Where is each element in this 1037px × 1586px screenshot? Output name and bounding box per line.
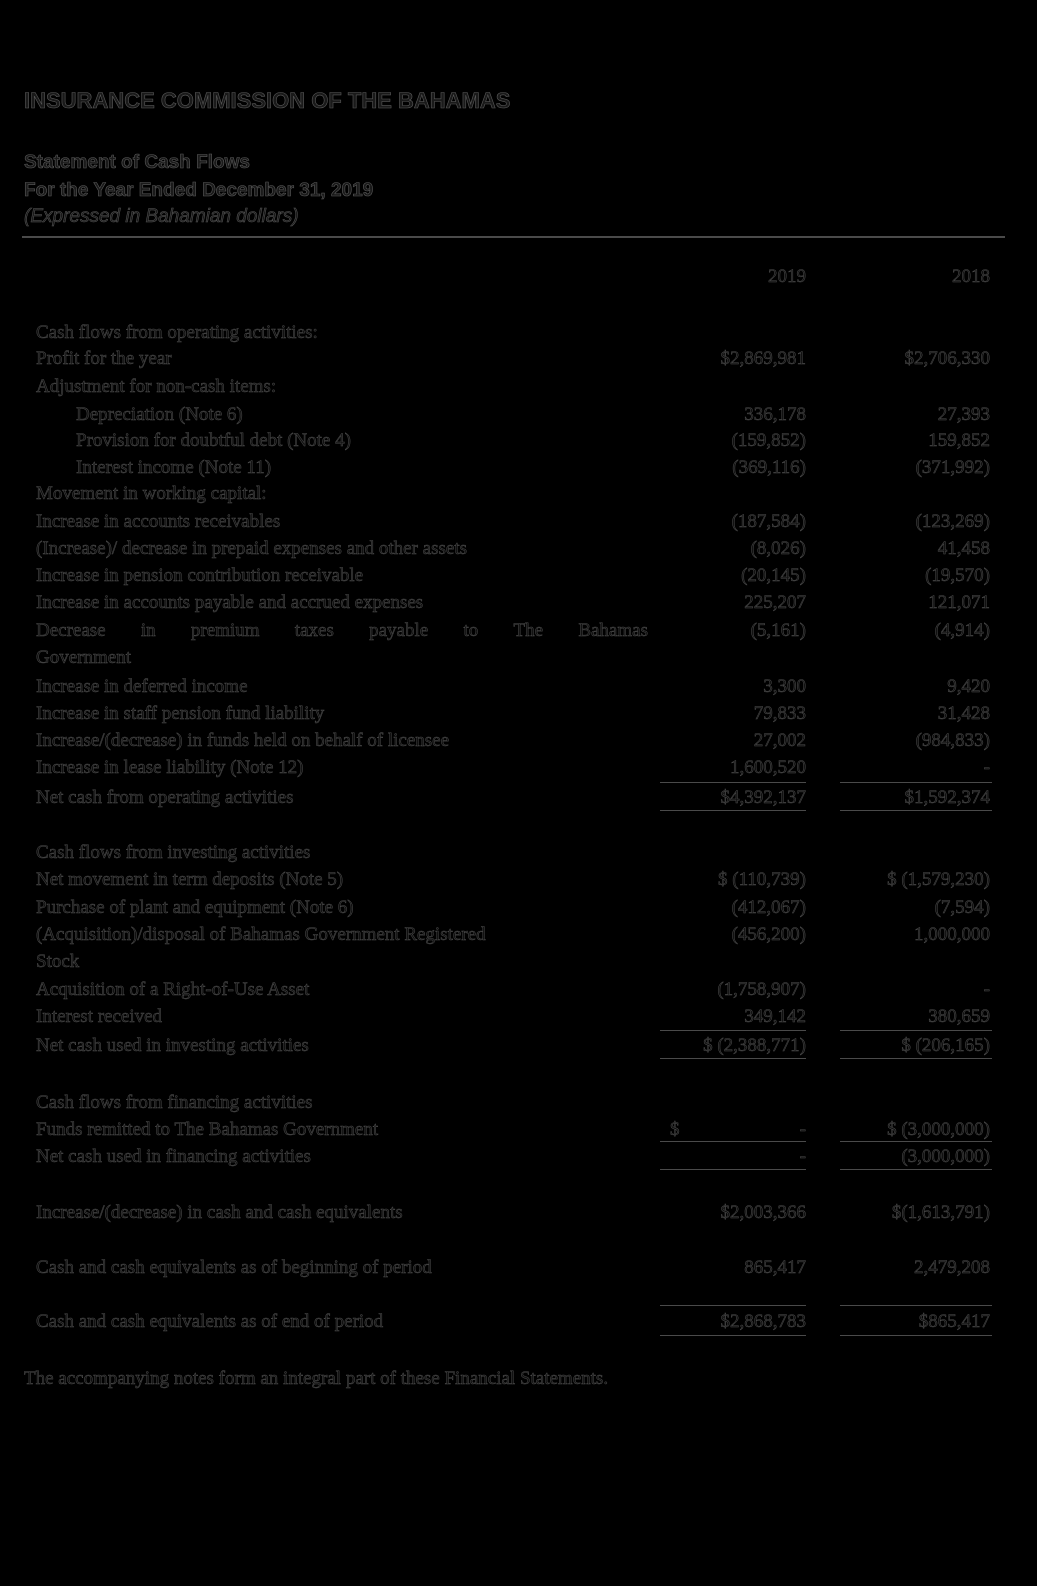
depreciation-label: Depreciation (Note 6)	[76, 404, 243, 425]
payables-2019: 225,207	[744, 592, 806, 613]
funds-held-2019: 27,002	[753, 730, 806, 751]
investing-heading: Cash flows from investing activities	[36, 842, 311, 863]
pension-receivable-2019: (20,145)	[741, 565, 806, 586]
staff-pension-2019: 79,833	[753, 703, 806, 724]
net-financing-2019: -	[799, 1146, 806, 1167]
premium-taxes-word: in	[140, 620, 156, 641]
prepaid-2019: (8,026)	[750, 538, 806, 559]
term-deposits-2019: $ (110,739)	[718, 869, 806, 890]
stock-2018: 1,000,000	[914, 924, 990, 945]
total-rule	[840, 1169, 992, 1170]
funds-remitted-label: Funds remitted to The Bahamas Government	[36, 1119, 379, 1140]
interest-received-2018: 380,659	[928, 1006, 990, 1027]
interest-received-2019: 349,142	[744, 1006, 806, 1027]
statement-period: For the Year Ended December 31, 2019	[24, 180, 374, 201]
rou-asset-2019: (1,758,907)	[717, 979, 806, 1000]
cash-beginning-label: Cash and cash equivalents as of beginning of period	[36, 1257, 432, 1278]
rou-asset-label: Acquisition of a Right-of-Use Asset	[36, 979, 310, 1000]
stock-2019: (456,200)	[731, 924, 806, 945]
premium-taxes-label-cont: Government	[36, 647, 131, 668]
funds-remitted-2019-symbol: $	[670, 1119, 680, 1140]
deferred-income-label: Increase in deferred income	[36, 676, 248, 697]
cash-end-2018: $865,417	[918, 1311, 990, 1332]
term-deposits-2018: $ (1,579,230)	[887, 869, 990, 890]
premium-taxes-word: to	[463, 620, 479, 641]
provision-2019: (159,852)	[731, 430, 806, 451]
net-investing-label: Net cash used in investing activities	[36, 1035, 309, 1056]
pension-receivable-2018: (19,570)	[925, 565, 990, 586]
interest-income-label: Interest income (Note 11)	[76, 457, 272, 478]
funds-held-label: Increase/(decrease) in funds held on behalf of licensee	[36, 730, 450, 751]
subtotal-rule	[660, 1030, 806, 1031]
premium-taxes-2018: (4,914)	[934, 620, 990, 641]
net-operating-2019: $4,392,137	[720, 787, 806, 808]
lease-liability-label: Increase in lease liability (Note 12)	[36, 757, 304, 778]
pension-receivable-label: Increase in pension contribution receivable	[36, 565, 364, 586]
subtotal-rule	[660, 1305, 806, 1306]
working-capital-heading: Movement in working capital:	[36, 483, 267, 504]
profit-label: Profit for the year	[36, 348, 172, 369]
profit-2019: $2,869,981	[720, 348, 806, 369]
stock-label-cont: Stock	[36, 951, 80, 972]
net-operating-label: Net cash from operating activities	[36, 787, 294, 808]
receivables-2019: (187,584)	[731, 511, 806, 532]
premium-taxes-word: premium	[190, 620, 260, 641]
currency-note: (Expressed in Bahamian dollars)	[24, 206, 299, 227]
plant-2018: (7,594)	[934, 897, 990, 918]
footnote: The accompanying notes form an integral part of these Financial Statements.	[24, 1368, 609, 1389]
cash-change-2018: $(1,613,791)	[891, 1202, 990, 1223]
premium-taxes-label	[36, 618, 648, 644]
net-financing-label: Net cash used in financing activities	[36, 1146, 311, 1167]
subtotal-rule	[660, 782, 806, 783]
depreciation-2018: 27,393	[937, 404, 990, 425]
cash-end-label: Cash and cash equivalents as of end of period	[36, 1311, 384, 1332]
deferred-income-2018: 9,420	[947, 676, 990, 697]
subtotal-rule	[660, 1141, 806, 1142]
stock-label: (Acquisition)/disposal of Bahamas Government Registered	[36, 924, 486, 945]
profit-2018: $2,706,330	[904, 348, 990, 369]
total-rule	[840, 1058, 992, 1059]
cash-change-2019: $2,003,366	[720, 1202, 806, 1223]
cash-beginning-2019: 865,417	[744, 1257, 806, 1278]
rou-asset-2018: -	[983, 979, 990, 1000]
payables-label: Increase in accounts payable and accrued expenses	[36, 592, 424, 613]
interest-income-2018: (371,992)	[915, 457, 990, 478]
funds-held-2018: (984,833)	[915, 730, 990, 751]
financing-heading: Cash flows from financing activities	[36, 1092, 313, 1113]
statement-title: Statement of Cash Flows	[24, 152, 250, 173]
staff-pension-2018: 31,428	[937, 703, 990, 724]
funds-remitted-2018: $ (3,000,000)	[887, 1119, 990, 1140]
column-2019: 2019	[768, 266, 806, 287]
prepaid-2018: 41,458	[937, 538, 990, 559]
subtotal-rule	[840, 1305, 992, 1306]
cash-end-2019: $2,868,783	[720, 1311, 806, 1332]
deferred-income-2019: 3,300	[763, 676, 806, 697]
premium-taxes-word: payable	[369, 620, 429, 641]
net-operating-2018: $1,592,374	[904, 787, 990, 808]
operating-heading: Cash flows from operating activities:	[36, 322, 318, 343]
interest-received-label: Interest received	[36, 1006, 163, 1027]
org-title: INSURANCE COMMISSION OF THE BAHAMAS	[24, 88, 511, 113]
premium-taxes-word: taxes	[294, 620, 334, 641]
total-rule	[840, 810, 992, 811]
interest-income-2019: (369,116)	[732, 457, 806, 478]
subtotal-rule	[840, 782, 992, 783]
provision-label: Provision for doubtful debt (Note 4)	[76, 430, 351, 451]
cash-beginning-2018: 2,479,208	[914, 1257, 990, 1278]
premium-taxes-word: Bahamas	[578, 620, 648, 641]
net-investing-2018: $ (206,165)	[901, 1035, 990, 1056]
lease-liability-2018: -	[983, 757, 990, 778]
lease-liability-2019: 1,600,520	[730, 757, 806, 778]
total-rule	[660, 1335, 806, 1336]
plant-2019: (412,067)	[731, 897, 806, 918]
net-financing-2018: (3,000,000)	[901, 1146, 990, 1167]
prepaid-label: (Increase)/ decrease in prepaid expenses and other assets	[36, 538, 467, 559]
premium-taxes-word: Decrease	[36, 620, 106, 641]
receivables-2018: (123,269)	[915, 511, 990, 532]
subtotal-rule	[840, 1030, 992, 1031]
term-deposits-label: Net movement in term deposits (Note 5)	[36, 869, 344, 890]
cash-change-label: Increase/(decrease) in cash and cash equivalents	[36, 1202, 403, 1223]
header-rule	[22, 236, 1005, 238]
total-rule	[660, 810, 806, 811]
staff-pension-label: Increase in staff pension fund liability	[36, 703, 325, 724]
premium-taxes-2019: (5,161)	[750, 620, 806, 641]
plant-label: Purchase of plant and equipment (Note 6)	[36, 897, 354, 918]
column-2018: 2018	[952, 266, 990, 287]
premium-taxes-word: The	[513, 620, 544, 641]
total-rule	[660, 1169, 806, 1170]
depreciation-2019: 336,178	[744, 404, 806, 425]
total-rule	[660, 1058, 806, 1059]
adjustment-heading: Adjustment for non-cash items:	[36, 376, 277, 397]
total-rule	[840, 1335, 992, 1336]
funds-remitted-2019: -	[799, 1119, 806, 1140]
provision-2018: 159,852	[928, 430, 990, 451]
subtotal-rule	[840, 1141, 992, 1142]
receivables-label: Increase in accounts receivables	[36, 511, 281, 532]
payables-2018: 121,071	[928, 592, 990, 613]
net-investing-2019: $ (2,388,771)	[703, 1035, 806, 1056]
